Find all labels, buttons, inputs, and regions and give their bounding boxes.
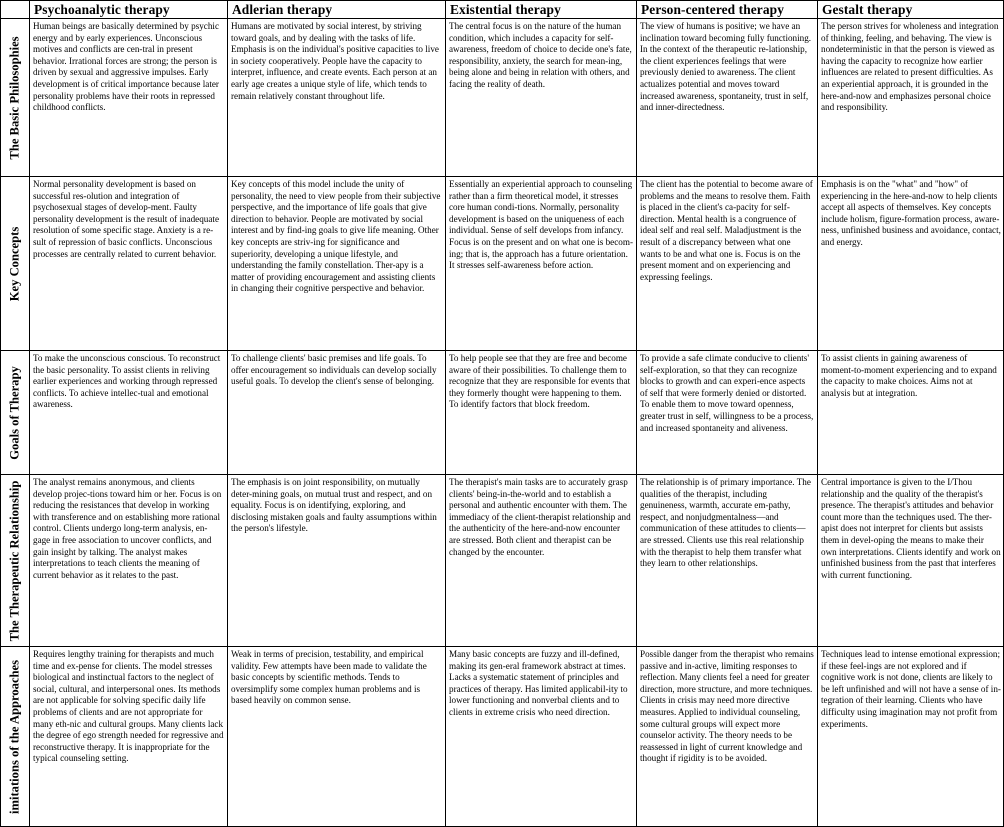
- table-cell: The view of humans is positive; we have an inclination toward becoming fully functioning. In the context of the therapeutic re-lationship, the client experiences feelings that were previously denied to awareness. The client actualizes potential and moves toward increased awareness, spontaneity, trust in self, and inner-directedness.: [636, 18, 817, 176]
- table-cell: The person strives for wholeness and integration of thinking, feeling, and behaving. The view is nondeterministic in that the person is viewed as having the capacity to recognize how earlier influences are related to present difficulties. As an experiential approach, it is grounded in the here-and-now and emphasizes personal choice and responsibility.: [817, 18, 1004, 176]
- table-cell: Human beings are basically determined by psychic energy and by early experiences. Unconscious motives and conflicts are cen-tral in present behavior. Irrational forces are strong; the person is driven by sexual and aggressive impulses. Early development is of critical importance because later personality problems have their roots in repressed childhood conflicts.: [29, 18, 227, 176]
- column-header-psychoanalytic: Psychoanalytic therapy: [29, 0, 227, 18]
- table-cell: Emphasis is on the "what" and "how" of experiencing in the here-and-now to help clients accept all aspects of themselves. Key concepts include holism, figure-formation process, aware-ness, unfinished business and avoidance, contact, and energy.: [817, 176, 1004, 350]
- column-header-existential: Existential therapy: [445, 0, 636, 18]
- table-cell: The therapist's main tasks are to accurately grasp clients' being-in-the-world and to establish a personal and authentic encounter with them. The immediacy of the client-therapist relationship and the authenticity of the here-and-now encounter are stressed. Both client and therapist can be changed by the encounter.: [445, 474, 636, 646]
- table-cell: To make the unconscious conscious. To reconstruct the basic personality. To assist clients in reliving earlier experiences and working through repressed conflicts. To achieve intellec-tual and emotional awareness.: [29, 350, 227, 474]
- table-cell: The relationship is of primary importance. The qualities of the therapist, including genuineness, warmth, accurate em-pathy, respect, and nonjudgmentalness—and communication of these attitudes to clients—are stressed. Clients use this real relationship with the therapist to help them transfer what they learn to other relationships.: [636, 474, 817, 646]
- row-label-basic-philosophies: The Basic Philosophies: [0, 18, 29, 176]
- row-label-limitations: imitations of the Approaches: [0, 646, 29, 827]
- table-cell: The central focus is on the nature of the human condition, which includes a capacity for self-awareness, freedom of choice to decide one's fate, responsibility, anxiety, the search for mean-ing, being alone and being in relation with others, and facing the reality of death.: [445, 18, 636, 176]
- column-header-person-centered: Person-centered therapy: [636, 0, 817, 18]
- row-label-key-concepts: Key Concepts: [0, 176, 29, 350]
- table-cell: The client has the potential to become aware of problems and the means to resolve them. Faith is placed in the client's ca-pacity for self-direction. Mental health is a congruence of ideal self and real self. Maladjustment is the result of a discrepancy between what one wants to be and what one is. Focus is on the present moment and on experiencing and expressing feelings.: [636, 176, 817, 350]
- table-cell: Techniques lead to intense emotional expression; if these feel-ings are not explored and if cognitive work is not done, clients are likely to be left unfinished and will not have a sense of in-tegration of their learning. Clients who have difficulty using imagination may not profit from experiments.: [817, 646, 1004, 827]
- table-cell: Many basic concepts are fuzzy and ill-defined, making its gen-eral framework abstract at times. Lacks a systematic statement of principles and practices of therapy. Has limited applicabil-ity to lower functioning and nonverbal clients and to clients in extreme crisis who need direction.: [445, 646, 636, 827]
- column-header-adlerian: Adlerian therapy: [227, 0, 445, 18]
- table-cell: To assist clients in gaining awareness of moment-to-moment experiencing and to expand the capacity to make choices. Aims not at analysis but at integration.: [817, 350, 1004, 474]
- table-cell: To help people see that they are free and become aware of their possibilities. To challenge them to recognize that they are responsible for events that they formerly thought were happening to them. To identify factors that block freedom.: [445, 350, 636, 474]
- table-cell: Essentially an experiential approach to counseling rather than a firm theoretical model, it stresses core human condi-tions. Normally, personality development is based on the uniqueness of each individual. Sense of self develops from infancy. Focus is on the present and on what one is becom-ing; that is, the approach has a future orientation. It stresses self-awareness before action.: [445, 176, 636, 350]
- table-cell: Weak in terms of precision, testability, and empirical validity. Few attempts have been made to validate the basic concepts by scientific methods. Tends to oversimplify some complex human problems and is based heavily on common sense.: [227, 646, 445, 827]
- table-cell: Central importance is given to the I/Thou relationship and the quality of the therapist's presence. The therapist's attitudes and behavior count more than the techniques used. The ther-apist does not interpret for clients but assists them in devel-oping the means to make their own interpretations. Clients identify and work on unfinished business from the past that interferes with current functioning.: [817, 474, 1004, 646]
- row-label-therapeutic-relationship: The Therapeutic Relationship: [0, 474, 29, 646]
- table-cell: To challenge clients' basic premises and life goals. To offer encouragement so individuals can develop socially useful goals. To develop the client's sense of belonging.: [227, 350, 445, 474]
- row-label-goals-of-therapy: Goals of Therapy: [0, 350, 29, 474]
- corner-cell: [0, 0, 29, 18]
- table-cell: To provide a safe climate conducive to clients' self-exploration, so that they can recognize blocks to growth and can experi-ence aspects of self that were formerly denied or distorted. To enable them to move toward openness, greater trust in self, willingness to be a process, and increased spontaneity and aliveness.: [636, 350, 817, 474]
- table-cell: Key concepts of this model include the unity of personality, the need to view people from their subjective perspective, and the importance of life goals that give direction to behavior. People are motivated by social interest and by find-ing goals to give life meaning. Other key concepts are striv-ing for significance and superiority, developing a unique lifestyle, and understanding the family constellation. Ther-apy is a matter of providing encouragement and assisting clients in changing their cognitive perspective and behavior.: [227, 176, 445, 350]
- table-cell: The analyst remains anonymous, and clients develop projec-tions toward him or her. Focus is on reducing the resistances that develop in working with transference and on establishing more rational control. Clients undergo long-term analysis, en-gage in free association to uncover conflicts, and gain insight by talking. The analyst makes interpretations to teach clients the meaning of current behavior as it relates to the past.: [29, 474, 227, 646]
- table-cell: Normal personality development is based on successful res-olution and integration of psychosexual stages of develop-ment. Faulty personality development is the result of inadequate resolution of some specific stage. Anxiety is a re-sult of repression of basic conflicts. Unconscious processes are centrally related to current behavior.: [29, 176, 227, 350]
- table-cell: Humans are motivated by social interest, by striving toward goals, and by dealing with the tasks of life. Emphasis is on the individual's positive capacities to live in society cooperatively. People have the capacity to interpret, influence, and create events. Each person at an early age creates a unique style of life, which tends to remain relatively constant throughout life.: [227, 18, 445, 176]
- table-cell: Requires lengthy training for therapists and much time and ex-pense for clients. The model stresses biological and instinctual factors to the neglect of social, cultural, and interpersonal ones. Its methods are not applicable for solving specific daily life problems of clients and are not appropriate for many eth-nic and cultural groups. Many clients lack the degree of ego strength needed for regressive and reconstructive therapy. It is inappropriate for the typical counseling setting.: [29, 646, 227, 827]
- column-header-gestalt: Gestalt therapy: [817, 0, 1004, 18]
- table-cell: Possible danger from the therapist who remains passive and in-active, limiting responses to reflection. Many clients feel a need for greater direction, more structure, and more techniques. Clients in crisis may need more directive measures. Applied to individual counseling, some cultural groups will expect more counselor activity. The theory needs to be reassessed in light of current knowledge and thought if rigidity is to be avoided.: [636, 646, 817, 827]
- table-cell: The emphasis is on joint responsibility, on mutually deter-mining goals, on mutual trust and respect, and on equality. Focus is on identifying, exploring, and disclosing mistaken goals and faulty assumptions within the person's lifestyle.: [227, 474, 445, 646]
